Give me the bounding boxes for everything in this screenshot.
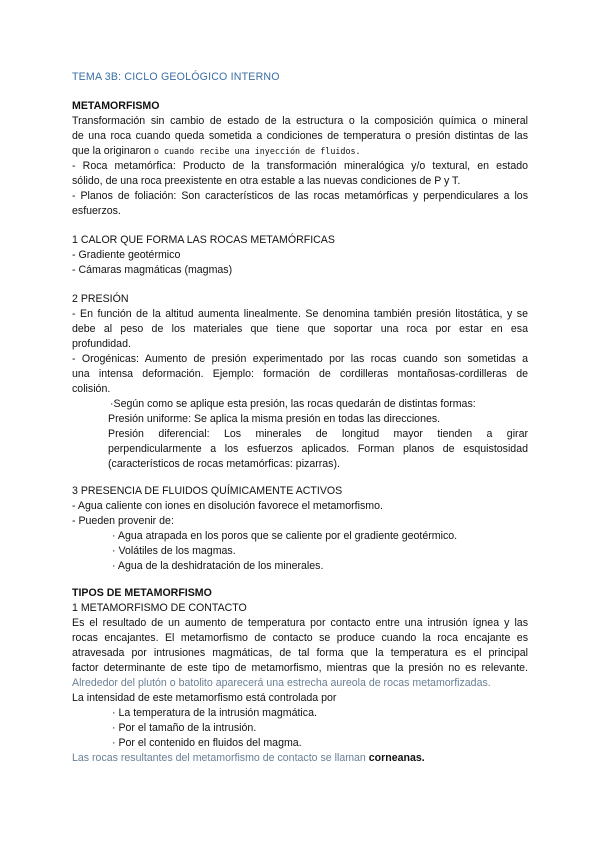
list-item: · Agua atrapada en los poros que se caliente por el gradiente geotérmico.	[112, 530, 458, 542]
list-item: · Por el tamaño de la intrusión.	[112, 722, 257, 734]
paragraph-line: debe al peso de los materiales que tiene que soportar una roca por estar en esa	[72, 323, 528, 335]
list-item: - Gradiente geotérmico	[72, 249, 181, 261]
roca-metamorfica-line: - Roca metamórfica: Producto de la transformación mineralógica y/o textural, en estado	[72, 160, 528, 172]
paragraph-line: - En función de la altitud aumenta linealmente. Se denomina también presión litostática, y se	[72, 308, 528, 320]
list-item: · La temperatura de la intrusión magmática.	[112, 707, 317, 719]
metamorfismo-heading: METAMORFISMO	[72, 100, 160, 112]
paragraph-line: una intensa deformación. Ejemplo: formación de cordilleras montañosas-cordilleras de	[72, 368, 528, 380]
paragraph-line: profundidad.	[72, 338, 131, 350]
paragraph-line: Alrededor del plutón o batolito aparecerá una estrecha aureola de rocas metamorfizadas.	[72, 677, 491, 689]
roca-metamorfica-line: sólido, de una roca preexistente en otra estable a las nuevas condiciones de P y T.	[72, 175, 461, 187]
presion-heading: 2 PRESIÓN	[72, 293, 129, 305]
paragraph-line: - Pueden provenir de:	[72, 515, 174, 527]
paragraph-line: perpendicularmente a los esfuerzos aplicados. Forman planos de esquistosidad	[108, 443, 528, 455]
paragraph-line: rocas encajantes. El metamorfismo de contacto se produce cuando la roca encajante es	[72, 632, 528, 644]
definition-line	[72, 144, 528, 159]
definition-line: de una roca cuando queda sometida a condiciones de temperatura o presión distintas de las	[72, 130, 528, 142]
corneanas-term: corneanas.	[368, 752, 425, 764]
definition-text-small: o cuando recibe una inyección de fluidos.	[153, 146, 361, 156]
paragraph-line: colisión.	[72, 383, 111, 395]
paragraph-line: - Agua caliente con iones en disolución favorece el metamorfismo.	[72, 500, 383, 512]
page-title: TEMA 3B: CICLO GEOLÓGICO INTERNO	[72, 71, 280, 83]
list-item: · Por el contenido en fluidos del magma.	[112, 737, 302, 749]
definition-line: Transformación sin cambio de estado de la estructura o la composición química o mineral	[72, 115, 528, 127]
calor-heading: 1 CALOR QUE FORMA LAS ROCAS METAMÓRFICAS	[72, 234, 335, 246]
paragraph-line	[72, 751, 528, 766]
paragraph-line: atravesada por intrusiones magmáticas, de tal forma que la temperatura es el principal	[72, 647, 528, 659]
paragraph-line: (característicos de rocas metamórficas: pizarras).	[108, 458, 340, 470]
contacto-heading: 1 METAMORFISMO DE CONTACTO	[72, 602, 247, 614]
paragraph-line: ·Según como se aplique esta presión, las rocas quedarán de distintas formas:	[110, 398, 476, 410]
paragraph-line: La intensidad de este metamorfismo está controlada por	[72, 692, 337, 704]
definition-text: que la originaron	[72, 145, 151, 157]
paragraph-line: - Orogénicas: Aumento de presión experimentado por las rocas cuando son sometidas a	[72, 353, 528, 365]
list-item: · Volátiles de los magmas.	[112, 545, 236, 557]
list-item: - Cámaras magmáticas (magmas)	[72, 264, 233, 276]
list-item: · Agua de la deshidratación de los minerales.	[112, 560, 324, 572]
planos-foliacion-line: - Planos de foliación: Son característicos de las rocas metamórficas y perpendiculares a los	[72, 190, 528, 202]
paragraph-line: Presión uniforme: Se aplica la misma presión en todas las direcciones.	[108, 413, 441, 425]
conclusion-text: Las rocas resultantes del metamorfismo de contacto se llaman	[72, 752, 366, 764]
tipos-heading: TIPOS DE METAMORFISMO	[72, 587, 212, 599]
paragraph-line: Presión diferencial: Los minerales de longitud mayor tienden a girar	[108, 428, 528, 440]
paragraph-line: factor determinante de este tipo de metamorfismo, mientras que la presión no es relevante.	[72, 662, 528, 674]
fluidos-heading: 3 PRESENCIA DE FLUIDOS QUÍMICAMENTE ACTIVOS	[72, 485, 343, 497]
paragraph-line: Es el resultado de un aumento de temperatura por contacto entre una intrusión ígnea y las	[72, 617, 528, 629]
planos-foliacion-line: esfuerzos.	[72, 205, 121, 217]
